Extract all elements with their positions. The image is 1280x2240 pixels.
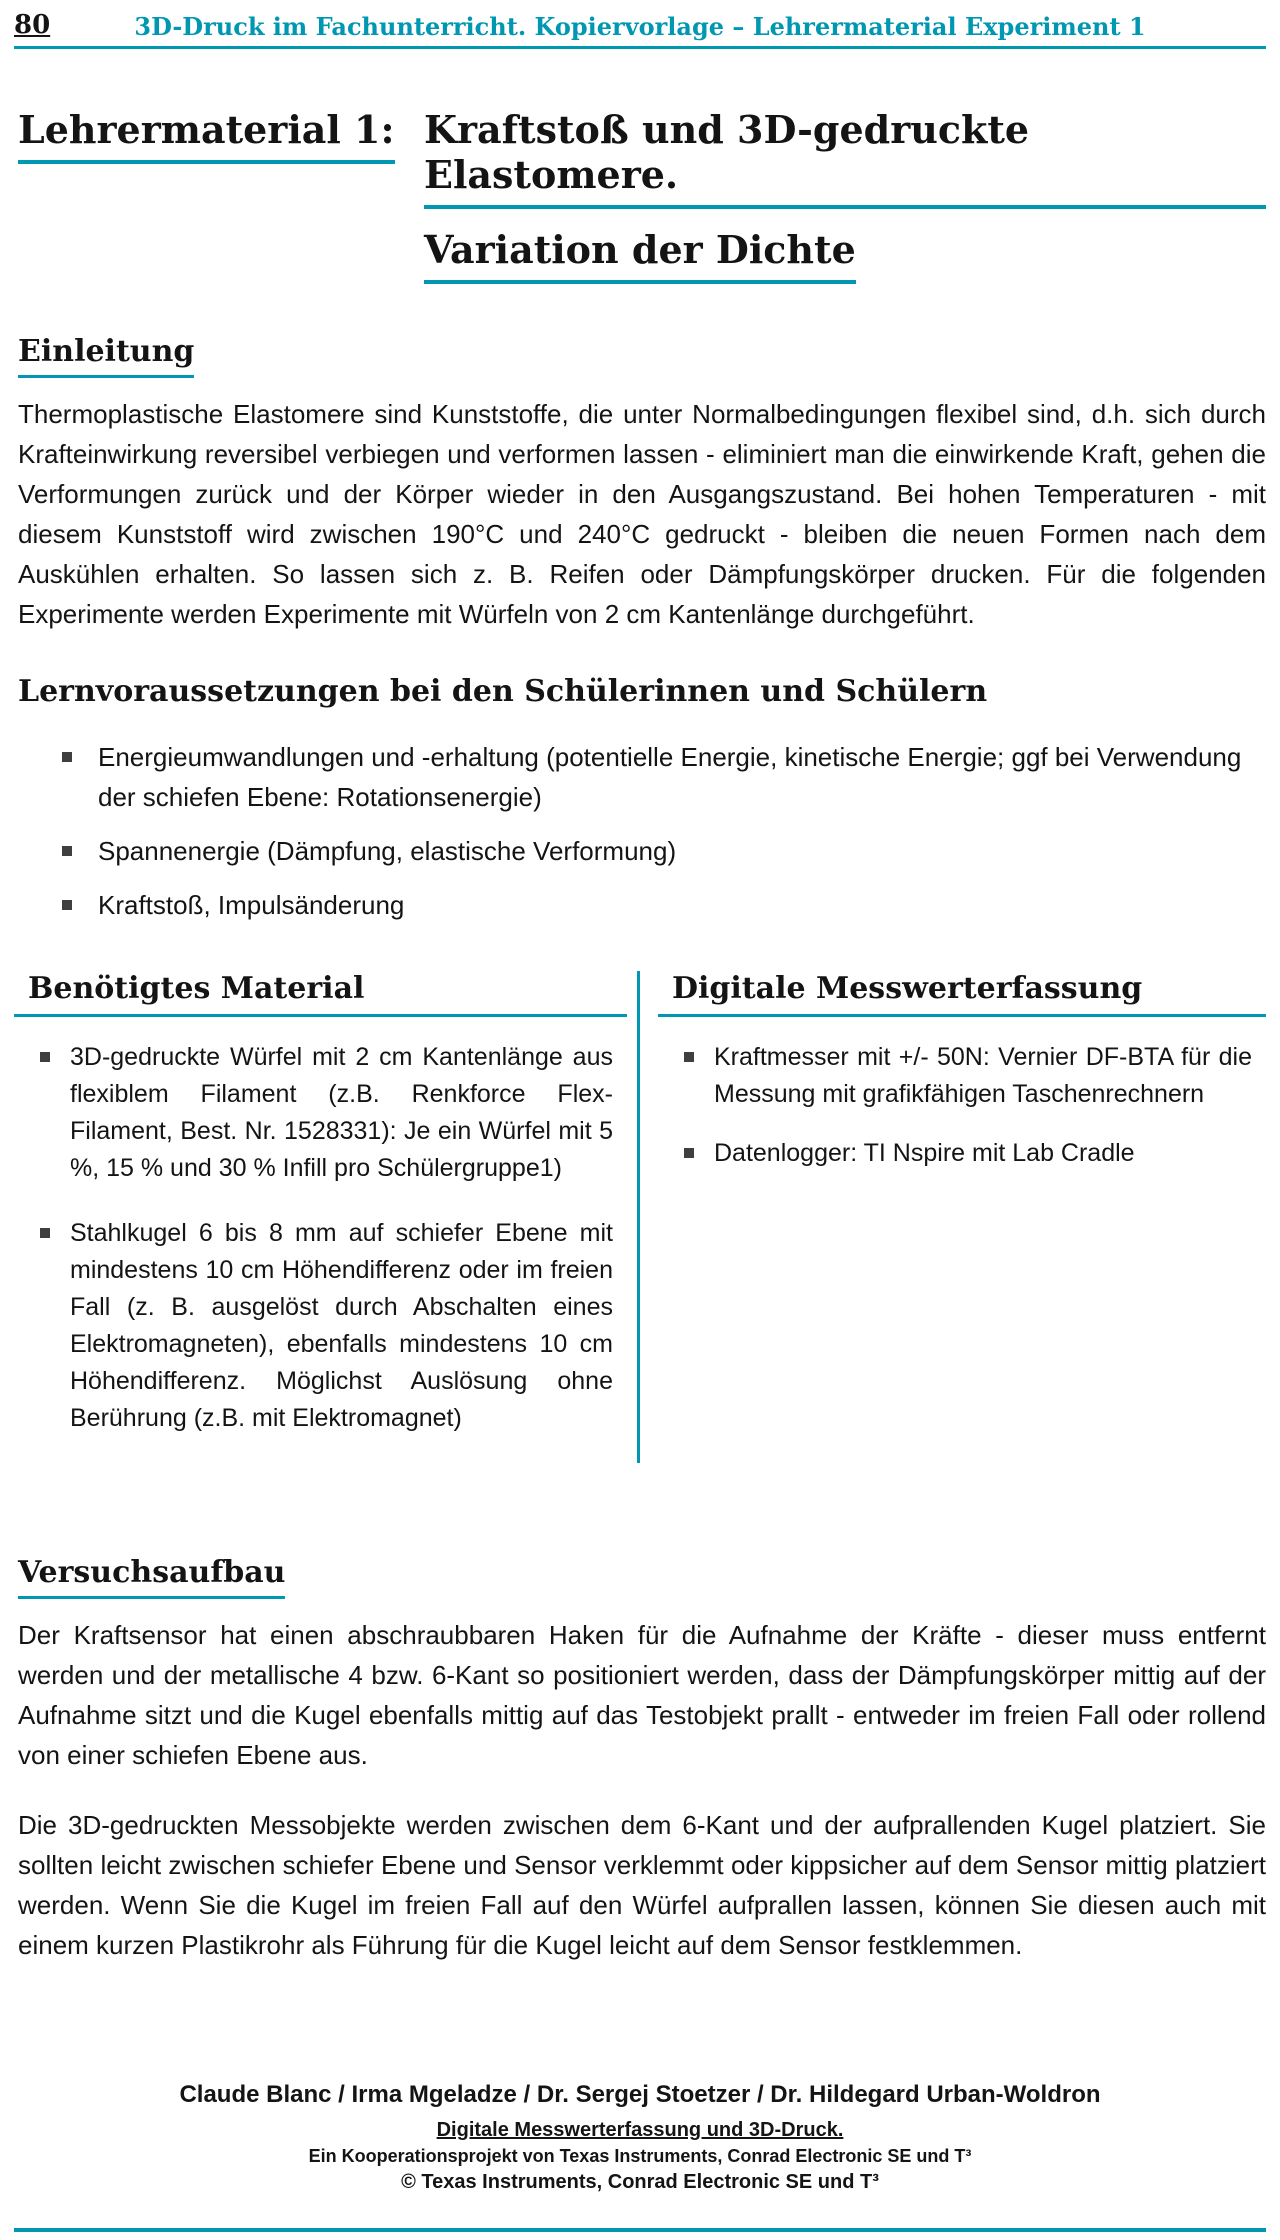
title-lines <box>424 107 1266 284</box>
page-header <box>14 8 1266 44</box>
running-header-title: 3D-Druck im Fachunterricht. Kopiervorlage – Lehrermaterial Experiment 1 <box>134 12 1146 41</box>
page-number: 80 <box>14 10 51 40</box>
square-bullet-icon <box>684 1052 694 1062</box>
title-block <box>14 107 1266 284</box>
einleitung-paragraph: Thermoplastische Elastomere sind Kunststoffe, die unter Normalbedingungen flexibel sind, d.h. sich durch Krafteinwirkung reversibel verbiegen und verformen lassen - eliminiert man die einwirkende Kraft, gehen die Verformungen zurück und der Körper wieder in den Ausgangszustand. Bei hohen Temperaturen - mit diesem Kunststoff wird zwischen 190°C und 240°C gedruckt - bleiben die neuen Formen nach dem Auskühlen erhalten. So lassen sich z. B. Reifen oder Dämpfungskörper drucken. Für die folgenden Experimente werden Experimente mit Würfeln von 2 cm Kantenlänge durchgeführt. <box>18 399 1266 629</box>
lernvoraussetzungen-list <box>14 723 1266 925</box>
square-bullet-icon <box>62 900 72 910</box>
title-line-2: Variation der Dichte <box>424 227 1266 284</box>
square-bullet-icon <box>40 1052 50 1062</box>
section-heading-einleitung: Einleitung <box>14 334 1266 378</box>
column-heading-messwerterfassung: Digitale Messwerterfassung <box>658 971 1266 1017</box>
square-bullet-icon <box>62 752 72 762</box>
list-item: 3D-gedruckte Würfel mit 2 cm Kantenlänge aus flexiblem Filament (z.B. Renkforce Flex-Filament, Best. Nr. 1528331): Je ein Würfel mit 5 %, 15 % und 30 % Infill pro Schülergruppe1) <box>14 1039 627 1187</box>
title-line-1: Kraftstoß und 3D-gedruckte Elastomere. <box>424 107 1266 209</box>
section-heading-lernvoraussetzungen: Lernvoraussetzungen bei den Schülerinnen und Schülern <box>18 674 988 709</box>
square-bullet-icon <box>62 846 72 856</box>
title-label: Lehrermaterial 1: <box>18 107 424 284</box>
footer-divider-rule <box>14 2228 1266 2232</box>
square-bullet-icon <box>684 1148 694 1158</box>
versuchsaufbau-paragraph-1: Der Kraftsensor hat einen abschraubbaren Haken für die Aufnahme der Kräfte - dieser muss entfernt werden und der metallische 4 bzw. 6-Kant so positioniert werden, dass der Dämpfungskörper mittig auf der Aufnahme sitzt und die Kugel ebenfalls mittig auf das Testobjekt prallt - entweder im freien Fall oder rollend von einer schiefen Ebene aus. <box>18 1620 1266 1770</box>
list-item: Energieumwandlungen und -erhaltung (potentielle Energie, kinetische Energie; ggf bei Verwendung der schiefen Ebene: Rotationsenergie) <box>14 737 1266 817</box>
square-bullet-icon <box>40 1228 50 1238</box>
footer-authors: Claude Blanc / Irma Mgeladze / Dr. Sergej Stoetzer / Dr. Hildegard Urban-Woldron <box>179 2081 1101 2108</box>
section-heading-versuchsaufbau: Versuchsaufbau <box>14 1555 1266 1599</box>
list-item: Kraftstoß, Impulsänderung <box>14 885 1266 925</box>
list-item: Kraftmesser mit +/- 50N: Vernier DF-BTA für die Messung mit grafikfähigen Taschenrechnern <box>658 1039 1266 1113</box>
column-digitale-messwerterfassung <box>640 971 1266 1463</box>
footer-copyright: © Texas Instruments, Conrad Electronic SE und T³ <box>401 2171 879 2193</box>
material-columns <box>14 971 1266 1463</box>
list-item: Datenlogger: TI Nspire mit Lab Cradle <box>658 1135 1266 1172</box>
footer-cooperation-note: Ein Kooperationsprojekt von Texas Instruments, Conrad Electronic SE und T³ <box>308 2146 972 2166</box>
page-footer <box>14 2081 1266 2194</box>
footer-series-title: Digitale Messwerterfassung und 3D-Druck. <box>436 2119 844 2141</box>
list-item: Spannenergie (Dämpfung, elastische Verformung) <box>14 831 1266 871</box>
header-divider-rule <box>14 46 1266 49</box>
column-heading-material: Benötigtes Material <box>14 971 627 1017</box>
versuchsaufbau-paragraph-2: Die 3D-gedruckten Messobjekte werden zwischen dem 6-Kant und der aufprallenden Kugel platziert. Sie sollten leicht zwischen schiefer Ebene und Sensor verklemmt oder kippsicher auf dem Sensor mittig platziert werden. Wenn Sie die Kugel im freien Fall auf den Würfel aufprallen lassen, können Sie diesen auch mit einem kurzen Plastikrohr als Führung für die Kugel leicht auf dem Sensor festklemmen. <box>18 1810 1266 1960</box>
list-item: Stahlkugel 6 bis 8 mm auf schiefer Ebene mit mindestens 10 cm Höhendifferenz oder im freien Fall (z. B. ausgelöst durch Abschalten eines Elektromagneten), ebenfalls mindestens 10 cm Höhendifferenz. Möglichst Auslösung ohne Berührung (z.B. mit Elektromagnet) <box>14 1215 627 1437</box>
column-benoetigtes-material <box>14 971 640 1463</box>
